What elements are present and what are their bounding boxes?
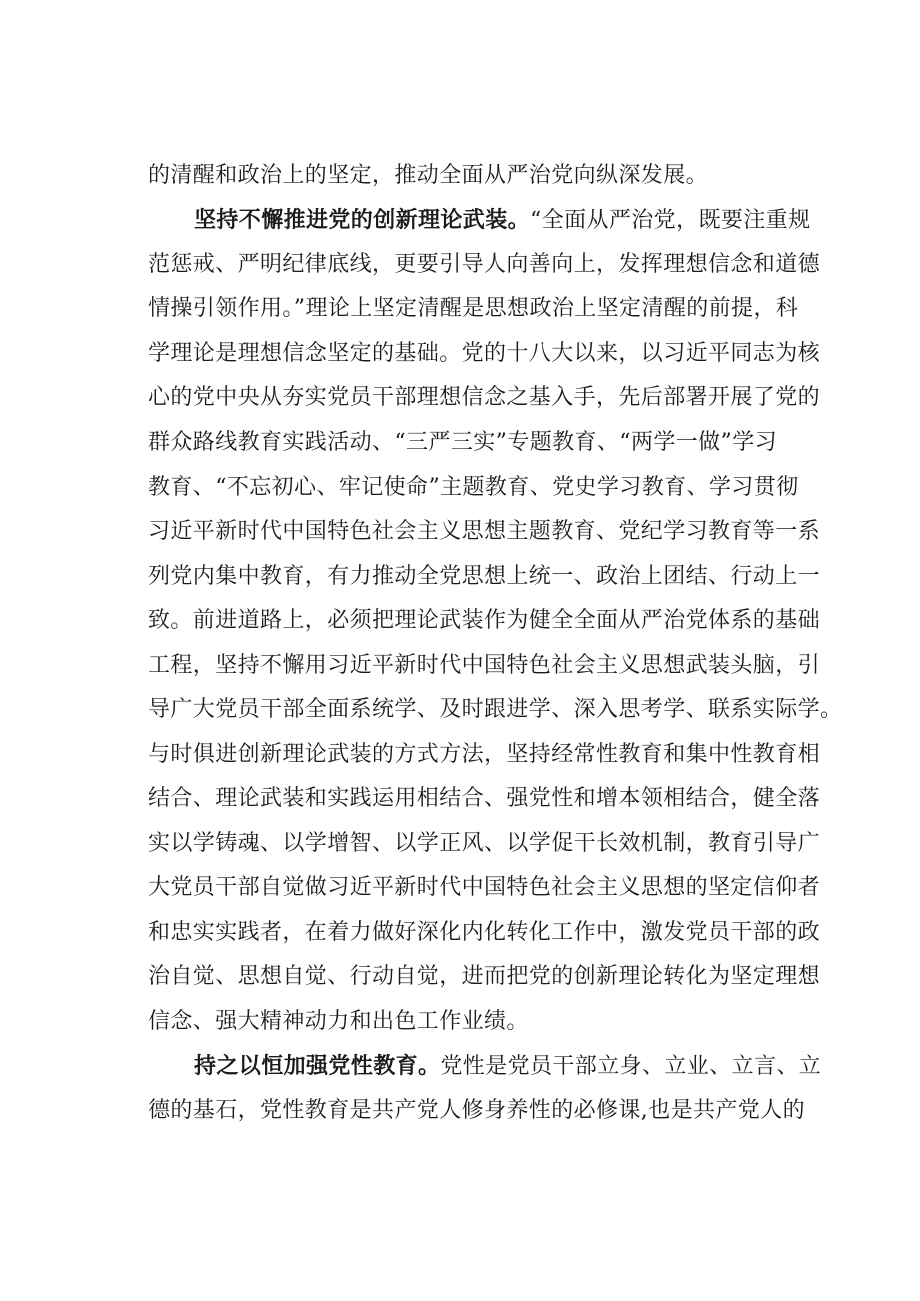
text-line: 致。前进道路上，必须把理论武装作为健全全面从严治党体系的基础 [148,608,821,633]
text-line: 实以学铸魂、以学增智、以学正风、以学促干长效机制，教育引导广 [148,831,821,856]
paragraph-heading: 持之以恒加强党性教育。 [194,1053,441,1079]
text-line: 习近平新时代中国特色社会主义思想主题教育、党纪学习教育等一系 [148,519,821,544]
text-line: 和忠实实践者，在着力做好深化内化转化工作中，激发党员干部的政 [148,920,821,945]
text-line: 学理论是理想信念坚定的基础。党的十八大以来，以习近平同志为核 [148,341,821,366]
text-line: 导广大党员干部全面系统学、及时跟进学、深入思考学、联系实际学。 [148,697,843,722]
text-line: 范惩戒、严明纪律底线，更要引导人向善向上，发挥理想信念和道德 [148,252,821,277]
text-line: 的清醒和政治上的坚定，推动全面从严治党向纵深发展。 [148,163,709,188]
text-line: 列党内集中教育，有力推动全党思想上统一、政治上团结、行动上一 [148,564,821,589]
text-line: 德的基石，党性教育是共产党人修身养性的必修课,也是共产党人的 [148,1098,805,1123]
text-line: 信念、强大精神动力和出色工作业绩。 [148,1009,529,1034]
paragraph-heading-line: 持之以恒加强党性教育。党性是党员干部立身、立业、立言、立 [194,1053,822,1079]
paragraph-heading-line: 坚持不懈推进党的创新理论武装。“全面从严治党，既要注重规 [194,207,811,233]
text-line: 群众路线教育实践活动、“三严三实”专题教育、“两学一做”学习 [148,430,777,455]
paragraph-heading: 坚持不懈推进党的创新理论武装。 [194,207,531,233]
text-line: 治自觉、思想自觉、行动自觉，进而把党的创新理论转化为坚定理想 [148,964,821,989]
text-line: 工程，坚持不懈用习近平新时代中国特色社会主义思想武装头脑，引 [148,653,821,678]
text-line: 心的党中央从夯实党员干部理想信念之基入手，先后部署开展了党的 [148,385,821,410]
text-line: 大党员干部自觉做习近平新时代中国特色社会主义思想的坚定信仰者 [148,875,821,900]
text-line: 情操引领作用。”理论上坚定清醒是思想政治上坚定清醒的前提，科 [148,296,799,321]
text-line: 教育、“不忘初心、牢记使命”主题教育、党史学习教育、学习贯彻 [148,475,799,500]
text-line: 与时俱进创新理论武装的方式方法，坚持经常性教育和集中性教育相 [148,742,821,767]
text-line: 结合、理论武装和实践运用相结合、强党性和增本领相结合，健全落 [148,786,821,811]
